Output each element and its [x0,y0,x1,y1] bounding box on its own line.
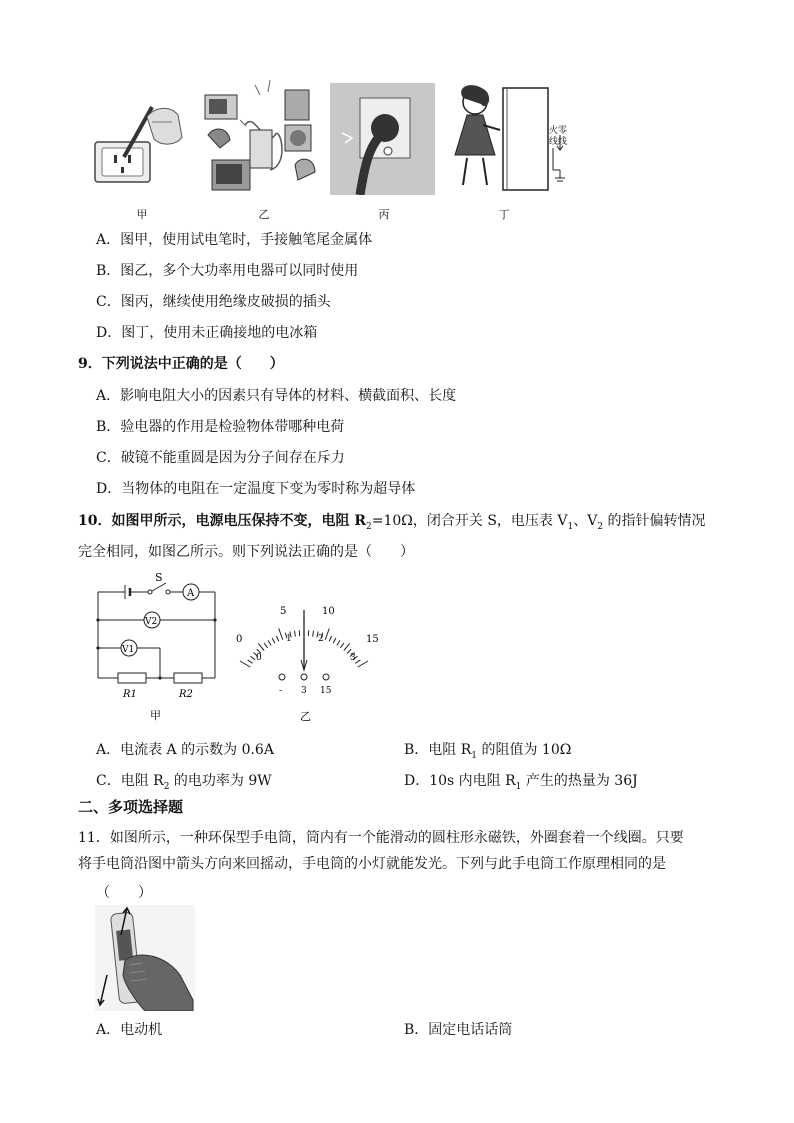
circuit-v1-label: V1 [122,645,135,655]
q10-option-d [404,770,638,792]
figure-bing-damaged-plug [330,83,435,195]
q11-option-a: A．电动机 [96,1022,163,1038]
circuit-diagram [90,572,225,722]
dial-tick [358,661,368,667]
q10-option-b-post: 的阻值为 10Ω [477,742,572,758]
q10-stem-b: =10Ω，闭合开关 S，电压表 V [371,513,568,529]
q8-option-a: A．图甲，使用试电笔时，手接触笔尾金属体 [96,232,373,248]
circuit-ammeter-label: A [187,588,195,599]
dial-inner-2: 2 [318,634,324,644]
q10-option-d-pre: D．10s 内电阻 R [404,773,516,789]
dial-outer-5: 5 [280,606,287,617]
dial-outer-15: 15 [366,634,379,645]
circuit-r2-label: R2 [179,689,193,700]
dial-tick [344,644,350,651]
caption-ding: 丁 [498,208,510,221]
q10-option-c-pre: C．电阻 R [96,773,164,789]
q9-option-b: B．验电器的作用是检验物体带哪种电荷 [96,419,345,435]
q10-option-d-post: 产生的热量为 36J [521,773,638,789]
terminal-3: 3 [301,686,307,696]
dial-tick [268,640,271,645]
q10-option-c-sub: 2 [163,781,170,792]
dial-tick [340,643,344,648]
terminal-minus: - [279,686,283,696]
dial-tick [313,631,314,637]
q10-stem-sub2: 1 [567,521,574,532]
q10-option-c-post: 的电功率为 9W [169,773,272,789]
dial-tick [264,643,268,648]
q10-option-a: A．电流表 A 的示数为 0.6A [96,742,274,758]
dial-inner-0: 0 [256,653,262,663]
circuit-r1-label: R1 [123,689,137,700]
voltmeter-dial [228,598,388,726]
q9-option-c: C．破镜不能重圆是因为分子间存在斥力 [96,450,345,466]
caption-jia: 甲 [136,208,148,221]
dial-inner-3: 3 [350,653,356,663]
circuit-v2-label: V2 [145,617,158,627]
q10-stem-d: 的指针偏转情况 [603,513,706,529]
dial-outer-10: 10 [322,606,335,617]
q8-option-d: D．图丁，使用未正确接地的电冰箱 [96,325,318,341]
dial-tick [250,656,255,660]
dial-tick [258,644,264,651]
dial-tick [248,660,253,663]
circuit-caption: 甲 [150,709,161,722]
ding-wire-label-1: 火零 [549,126,568,136]
q10-option-b-sub: 1 [471,750,478,761]
dial-tick [240,661,250,667]
figure-yi-many-appliances [200,80,325,195]
q9-option-a: A．影响电阻大小的因素只有导体的材料、横截面积、长度 [96,388,457,404]
ding-wire-label-2: 线线 [549,137,568,147]
q11-stem-line3: （ ） [96,885,152,901]
terminal-15: 15 [320,686,332,696]
q10-option-d-sub: 1 [515,781,522,792]
q8-option-b: B．图乙，多个大功率用电器可以同时使用 [96,263,359,279]
dial-tick [295,631,296,637]
q10-stem-line2: 完全相同，如图乙所示。则下列说法正确的是（ ） [78,544,414,560]
q10-option-b-pre: B．电阻 R [404,742,472,758]
dial-tick [355,660,360,663]
meter-caption: 乙 [300,710,311,723]
dial-tick [325,628,329,639]
q10-option-c [96,770,272,792]
dial-tick [337,640,340,645]
q10-stem-line1 [78,510,706,532]
q10-stem-a: 10．如图甲所示，电源电压保持不变，电阻 R [78,513,366,529]
dial-tick [279,628,283,639]
flashlight-figure [95,905,195,1011]
figure-jia-test-pen [92,97,187,187]
q9-stem: 9．下列说法中正确的是（ ） [78,356,284,372]
q8-option-c: C．图丙，继续使用绝缘皮破损的插头 [96,294,331,310]
caption-bing: 丙 [378,208,390,221]
dial-tick [276,636,278,641]
circuit-switch-label: S [155,572,163,584]
section-2-title: 二、多项选择题 [78,798,184,816]
q9-option-d: D．当物体的电阻在一定温度下变为零时称为超导体 [96,481,416,497]
q11-stem-line1: 11．如图所示，一种环保型手电筒，筒内有一个能滑动的圆柱形永磁铁，外圈套着一个线圈。只要 [78,830,684,846]
q10-stem-sub: 2 [366,521,372,532]
dial-tick [333,638,336,643]
dial-tick [272,638,275,643]
dial-outer-0: 0 [236,634,243,645]
dial-inner-1: 1 [286,634,292,644]
q11-stem-line2: 将手电筒沿图中箭头方向来回摇动，手电筒的小灯就能发光。下列与此手电筒工作原理相同的是 [78,856,666,872]
q10-option-b [404,739,571,761]
caption-yi: 乙 [258,208,270,221]
q11-option-b: B．固定电话话筒 [404,1022,513,1038]
q10-stem-sub3: 2 [597,521,604,532]
q10-stem-c: 、V [573,513,598,529]
dial-tick [329,636,331,641]
